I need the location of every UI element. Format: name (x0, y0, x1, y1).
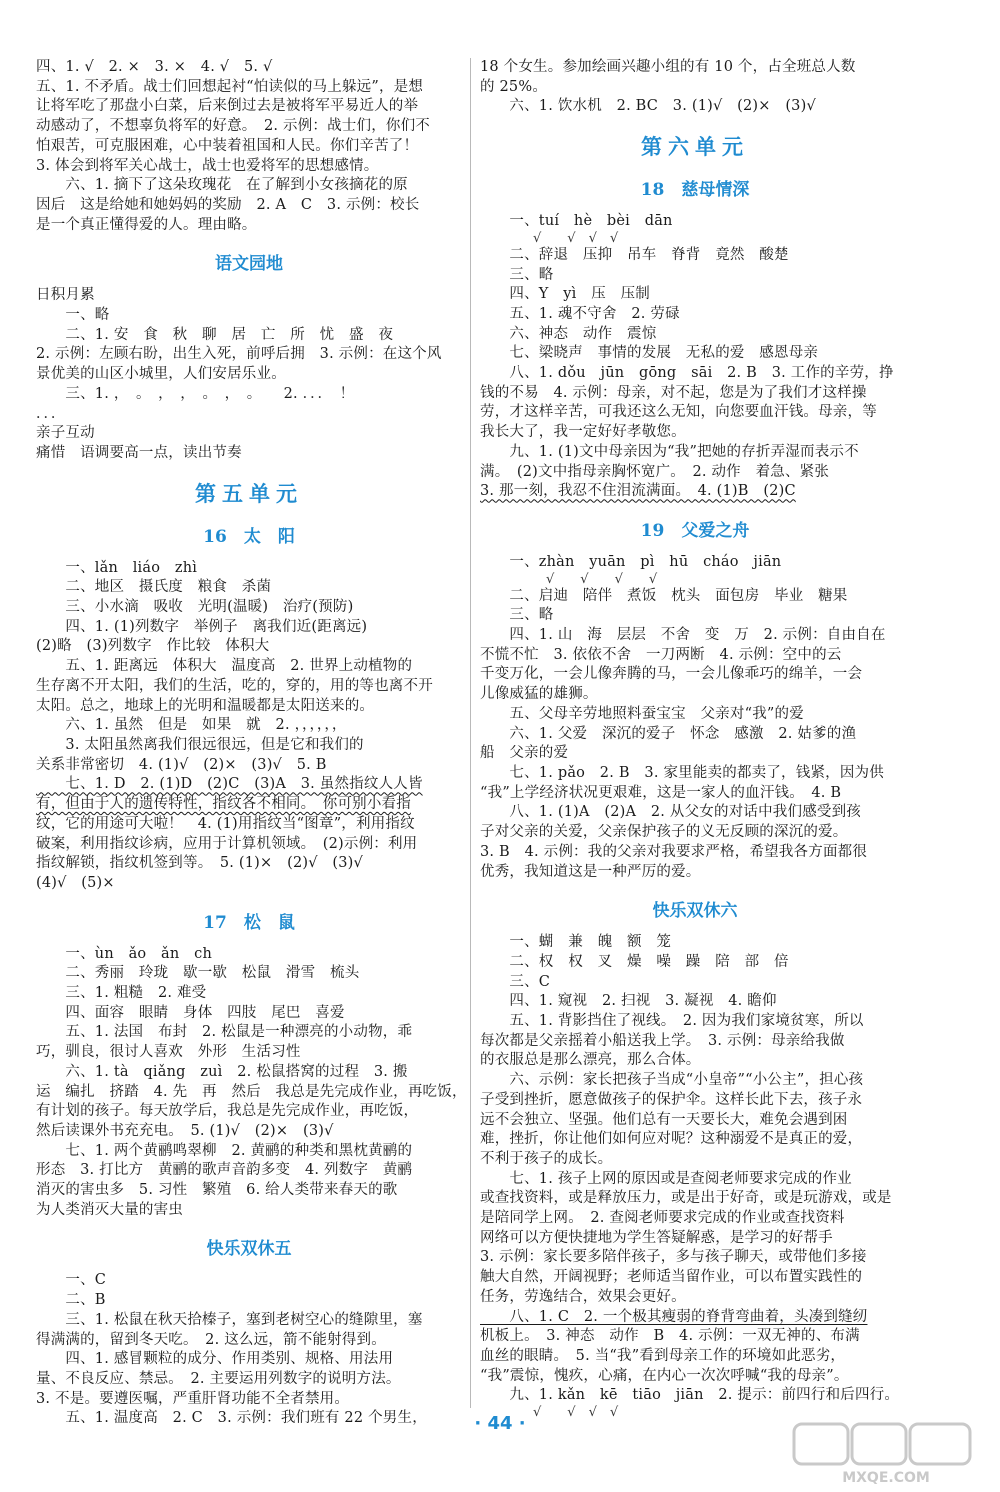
answer-block-happy-weekend-6 (480, 933, 910, 1420)
text-line: “我”上学经济状况更艰难，这是一家人的血汗钱。 4. B (480, 784, 842, 801)
text-line: 运 编扎 挤踏 4. 先 再 然后 我总是先完成作业，再吃饭， (36, 1083, 467, 1100)
text-line: 网络可以方便快捷地为学生答疑解惑，是学习的好帮手 (480, 1229, 833, 1246)
text-line: 机板上。 3. 神态 动作 B 4. 示例：一双无神的、布满 (480, 1328, 860, 1345)
text-line: 一、蝴 兼 魄 额 笼 (480, 934, 672, 951)
text-line: 六、示例：家长把孩子当成“小皇帝”“小公主”，担心孩 (480, 1072, 864, 1089)
text-line: 日积月累 (36, 287, 95, 304)
text-line: 六、1. tà qiǎng zuì 2. 松鼠搭窝的过程 3. 搬 (36, 1063, 408, 1080)
text-line: 难，挫折，你让他们如何应对呢？这种溺爱不是真正的爱， (480, 1131, 863, 1148)
text-line-underlined: 3. 那一刻，我忍不住泪流满面。 4. (1)B (2)C (480, 483, 796, 500)
text-line: “我”震惊，愧疚，心痛，在内心一次次呼喊“我的母亲”。 (480, 1367, 849, 1384)
text-line: 千变万化，一会儿像奔腾的马，一会儿像乖巧的绵羊，一会 (480, 666, 863, 683)
text-line: 血丝的眼睛。 5. 当“我”看到母亲工作的环境如此恶劣， (480, 1347, 846, 1364)
text-line: 四、1. 山 海 层层 不舍 变 万 2. 示例：自由自在 (480, 627, 886, 644)
text-line: 九、1. (1)文中母亲因为“我”把她的存折弄湿而表示不 (480, 443, 859, 460)
text-line: 三、C (480, 973, 551, 990)
text-line: 六、1. 饮水机 2. BC 3. (1)√ (2)× (3)√ (480, 98, 816, 115)
text-line: 六、1. 父爱 深沉的爱子 怀念 感激 2. 姑爹的渔 (480, 725, 857, 742)
answer-block-happy-weekend-5 (36, 1271, 462, 1429)
column-divider (470, 58, 471, 1408)
text-line: 触大自然，开阔视野；老师适当留作业，可以布置实践性的 (480, 1269, 863, 1286)
text-line: 量、不良反应、禁忌。 2. 主要运用列数字的说明方法。 (36, 1370, 401, 1387)
right-column (480, 58, 910, 1420)
text-line: 二、地区 摄氏度 粮食 杀菌 (36, 579, 272, 596)
text-line: 痛惜 语调要高一点，读出节奏 (36, 444, 242, 461)
answer-block-17 (36, 945, 467, 1221)
text-line: 四、1. (1)列数字 举例子 离我们近(距离远) (36, 618, 368, 635)
text-line: 二、秀丽 玲珑 歇一歇 松鼠 滑雪 梳头 (36, 965, 360, 982)
text-line: 一、略 (36, 307, 110, 324)
text-line: 五、1. 背影挡住了视线。 2. 因为我们家境贫寒，所以 (480, 1013, 864, 1030)
text-line: 五、1. 距离远 体积大 温度高 2. 世界上动植物的 (36, 658, 413, 675)
text-line: 七、1. 两个黄鹂鸣翠柳 2. 黄鹂的种类和黑枕黄鹂的 (36, 1142, 413, 1159)
text-line: 得满满的，留到冬天吃。 2. 这么远，箭不能射得到。 (36, 1331, 386, 1348)
check-marks: √ √ √ √ (520, 1405, 619, 1421)
text-line: 儿像威猛的雄狮。 (480, 686, 598, 703)
text-line: 五、1. 魂不守舍 2. 劳碌 (480, 305, 680, 322)
text-line: 九、1. kǎn kē tiāo jiān 2. 提示：前四行和后四行。 (480, 1387, 900, 1404)
text-line: 3. 体会到将军关心战士，战士也爱将军的思想感情。 (36, 157, 379, 174)
text-line: 任务，劳逸结合，效果会更好。 (480, 1288, 686, 1305)
text-line: 三、略 (480, 607, 554, 624)
text-line: 关系非常密切 4. (1)√ (2)× (3)√ 5. B (36, 756, 327, 773)
text-line: 五、1. 温度高 2. C 3. 示例：我们班有 22 个男生， (36, 1410, 427, 1427)
text-line: 2. 示例：左顾右盼，出生入死，前呼后拥 3. 示例：在这个风 (36, 346, 442, 363)
text-line: 七、梁晓声 事情的发展 无私的爱 感恩母亲 (480, 345, 819, 362)
text-line: (2)略 (3)列数字 作比较 体积大 (36, 638, 270, 655)
text-line: 钱的不易 4. 示例：母亲，对不起，您是为了我们才这样操 (480, 384, 867, 401)
left-column (36, 58, 467, 1429)
text-line: 的衣服总是那么漂亮，那么合体。 (480, 1052, 701, 1069)
text-line: 船 父亲的爱 (480, 745, 569, 762)
text-line: 五、父母辛劳地照料蚕宝宝 父亲对“我”的爱 (480, 705, 804, 722)
text-line: 破案，利用指纹诊病，应用于计算机领域。 (2)示例：利用 (36, 835, 418, 852)
answer-block-16 (36, 559, 462, 894)
text-line: 亲子互动 (36, 425, 95, 442)
text-line: 然后读课外书充充电。 5. (1)√ (2)× (3)√ (36, 1122, 334, 1139)
text-line-underlined: 七、1. D 2. (1)D (2)C (3)A 3. 虽然指纹人人皆 (36, 776, 423, 793)
answer-block-happy-weekend-5-cont (480, 58, 910, 117)
text-line: 动感动了，不想辜负将军的好意。 2. 示例：战士们，你们不 (36, 118, 430, 135)
text-line: 四、Y yì 压 压制 (480, 286, 651, 303)
check-marks: √ √ √ √ (520, 571, 658, 587)
text-line: 是陪同学上网。 2. 查阅老师要求完成的作业或查找资料 (480, 1210, 845, 1227)
watermark-logo (790, 1420, 980, 1486)
text-line: 满。 (2)文中指母亲胸怀宽广。 2. 动作 着急、紧张 (480, 463, 830, 480)
text-line: 一、tuí hè bèi dān (480, 213, 673, 230)
text-line: 一、zhàn yuān pì hū cháo jiān (480, 553, 782, 570)
text-line: 3. 不是。要遵医嘱，严重肝肾功能不全者禁用。 (36, 1390, 350, 1407)
answer-block-18 (480, 212, 910, 502)
text-line: 二、权 权 叉 燥 噪 躁 陪 部 倍 (480, 953, 789, 970)
lesson-heading-16: 16 太 阳 (203, 526, 295, 547)
text-line: 六、1. 摘下了这朵玫瑰花 在了解到小女孩摘花的原 (36, 177, 408, 194)
text-line: 3. 太阳虽然离我们很远很远，但是它和我们的 (36, 736, 364, 753)
text-line: 景优美的山区小城里，人们安居乐业。 (36, 366, 286, 383)
text-line: 八、1. (1)A (2)A 2. 从父女的对话中我们感受到孩 (480, 804, 862, 821)
text-line: 3. B 4. 示例：我的父亲对我要求严格，希望我各方面都很 (480, 843, 868, 860)
text-line: 四、1. √ 2. × 3. × 4. √ 5. √ (36, 59, 273, 75)
page-number: · 44 · (474, 1413, 526, 1434)
text-line: ．．． (36, 405, 66, 422)
answer-block-19 (480, 553, 910, 882)
answer-block-yuwen (36, 286, 462, 463)
text-line: 一、C (36, 1272, 107, 1289)
text-line: 七、1. 孩子上网的原因或是查阅老师要求完成的作业 (480, 1170, 852, 1187)
text-line: 形态 3. 打比方 黄鹂的歌声音韵多变 4. 列数字 黄鹂 (36, 1162, 413, 1179)
unit-heading-6: 第六单元 (641, 134, 749, 160)
unit-heading-5: 第五单元 (195, 480, 303, 506)
text-line: 五、1. 不矛盾。战士们回想起衬“怕读似的马上躲远”，是想 (36, 78, 424, 95)
text-line: 六、1. 虽然 但是 如果 就 2. ，，，，，， (36, 717, 347, 734)
text-line: 不利于孩子的成长。 (480, 1150, 613, 1167)
text-line-underlined: 有，但由于人的遗传特性，指纹各不相同。 你可别小看指 (36, 796, 411, 813)
text-line: 18 个女生。参加绘画兴趣小组的有 10 个，占全班总人数 (480, 59, 856, 75)
text-line: 巧，驯良，很讨人喜欢 外形 生活习性 (36, 1044, 301, 1061)
text-line: 纹，它的用途可大啦！ 4. (1)用指纹当“图章”，利用指纹 (36, 815, 415, 832)
text-line: 怕艰苦，可克服困难，心中装着祖国和人民。你们辛苦了！ (36, 137, 419, 154)
text-line: 七、1. pǎo 2. B 3. 家里能卖的都卖了，钱紧，因为供 (480, 764, 884, 781)
text-line: 三、略 (480, 266, 554, 283)
text-line: 3. 示例：家长要多陪伴孩子，多与孩子聊天，或带他们多接 (480, 1249, 867, 1266)
text-line: 我长大了，我一定好好孝敬您。 (480, 424, 686, 441)
lesson-heading-18: 18 慈母情深 (640, 180, 750, 201)
text-line: 子对父亲的关爱，父亲保护孩子的义无反顾的深沉的爱。 (480, 824, 848, 841)
text-line: 二、启迪 陪伴 煮饭 枕头 面包房 毕业 糖果 (480, 587, 848, 604)
text-line: 劳，才这样辛苦，可我还这么无知，向您要血汗钱。母亲，等 (480, 404, 877, 421)
text-line: 生存离不开太阳，我们的生活，吃的，穿的，用的等也离不开 (36, 677, 433, 694)
section-heading-happy-weekend-6: 快乐双休六 (652, 901, 738, 922)
text-line: 优秀，我知道这是一种严厉的爱。 (480, 863, 701, 880)
lesson-heading-17: 17 松 鼠 (203, 912, 295, 933)
text-line: 有计划的孩子。每天放学后，我总是先完成作业，再吃饭， (36, 1103, 419, 1120)
text-line: 不慌不忙 3. 依依不舍 一刀两断 4. 示例：空中的云 (480, 646, 842, 663)
text-line: 二、1. 安 食 秋 聊 居 亡 所 忧 盛 夜 (36, 326, 394, 343)
text-line: 三、1. 粗糙 2. 难受 (36, 985, 207, 1002)
text-line: 四、1. 感冒颗粒的成分、作用类别、规格、用法用 (36, 1351, 394, 1368)
text-line: 一、lǎn liáo zhì (36, 559, 198, 576)
text-line: 消灭的害虫多 5. 习性 繁殖 6. 给人类带来春天的歌 (36, 1182, 398, 1199)
text-line: 一、ùn ǎo ǎn ch (36, 945, 212, 962)
text-line: 太阳。总之，地球上的光明和温暖都是太阳送来的。 (36, 697, 375, 714)
text-line: 因后 这是给她和她妈妈的奖励 2. A C 3. 示例：校长 (36, 196, 420, 213)
text-line: 二、B (36, 1292, 106, 1309)
text-line: 三、1. ， 。 ， ， 。 ， 。 2. ．．． ！ (36, 385, 355, 402)
text-line: 远不会独立、坚强。他们总有一天要长大，难免会遇到困 (480, 1111, 848, 1128)
text-line: 是一个真正懂得爱的人。理由略。 (36, 216, 257, 233)
text-line: 每次都是父亲摇着小船送我上学。 3. 示例：母亲给我做 (480, 1032, 845, 1049)
text-line: 二、辞退 压抑 吊车 脊背 竟然 酸楚 (480, 246, 789, 263)
text-line-underlined: 八、1. C 2. 一个极其瘦弱的脊背弯曲着，头凑到缝纫 (480, 1308, 868, 1325)
text-line: 为人类消灭大量的害虫 (36, 1201, 183, 1218)
watermark-text: MXQE.COM (842, 1470, 930, 1486)
text-line: 三、小水滴 吸收 光明(温暖) 治疗(预防) (36, 599, 354, 616)
check-marks: √ √ √ √ (520, 230, 619, 246)
answer-block-unit4-end (36, 58, 462, 235)
page-number-value: 44 (487, 1413, 513, 1434)
text-line: 的 25%。 (480, 78, 548, 95)
text-line: 让将军吃了那盘小白菜，后来倒过去是被将军平易近人的举 (36, 98, 419, 115)
text-line: 子受到挫折，愿意做孩子的保护伞。这样长此下去，孩子永 (480, 1091, 863, 1108)
text-line: 四、面容 眼睛 身体 四肢 尾巴 喜爱 (36, 1004, 345, 1021)
lesson-heading-19: 19 父爱之舟 (640, 520, 750, 541)
text-line: 五、1. 法国 布封 2. 松鼠是一种漂亮的小动物，乖 (36, 1024, 413, 1041)
section-heading-happy-weekend-5: 快乐双休五 (206, 1239, 292, 1260)
text-line: 指纹解锁，指纹机签到等。 5. (1)× (2)√ (3)√ (36, 855, 363, 872)
section-heading-yuwen: 语文园地 (215, 254, 283, 275)
text-line: 六、神态 动作 震惊 (480, 325, 657, 342)
text-line: 四、1. 窥视 2. 扫视 3. 凝视 4. 瞻仰 (480, 993, 777, 1010)
text-line: 或查找资料，或是释放压力，或是出于好奇，或是玩游戏，或是 (480, 1190, 892, 1207)
text-line: 八、1. dǒu jūn gōng sāi 2. B 3. 工作的辛劳，挣 (480, 365, 894, 382)
text-line: (4)√ (5)× (36, 874, 115, 891)
text-line: 三、1. 松鼠在秋天拾榛子，塞到老树空心的缝隙里，塞 (36, 1311, 423, 1328)
